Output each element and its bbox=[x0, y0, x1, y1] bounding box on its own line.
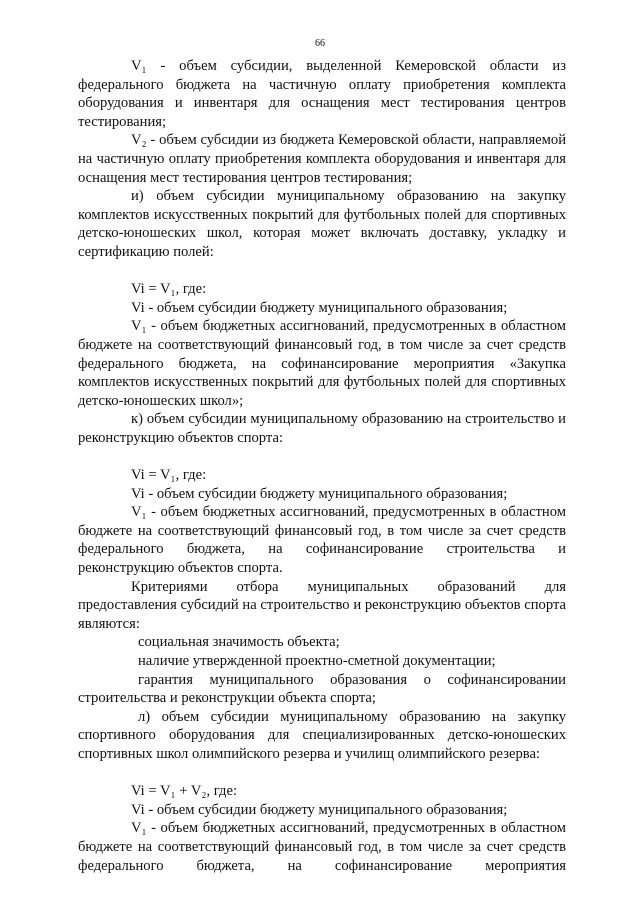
paragraph-item-l: л) объем субсидии муниципальному образованию на закупку спортивного оборудования для специализированных детско-юношеских спортивных школ олимпийского резерва и училищ олимпийского резерва: bbox=[78, 708, 566, 762]
formula-line: Vi = V₁, где: bbox=[131, 467, 207, 484]
spacer bbox=[78, 764, 566, 783]
criteria-item: гарантия муниципального образования о софинансировании строительства и реконструкции объекта спорта; bbox=[78, 671, 566, 707]
formula-line: Vi = V₁ + V₂, где: bbox=[131, 783, 238, 800]
paragraph-item-i: и) объем субсидии муниципальному образованию на закупку комплектов искусственных покрытий для футбольных полей для спортивных детско-юношеских школ, которая может включать доставку, укладку и сертификацию полей: bbox=[78, 188, 566, 260]
formula-line: Vi = V₁, где: bbox=[131, 281, 207, 298]
paragraph-v1-definition: V₁ - объем бюджетных ассигнований, предусмотренных в областном бюджете на соответствующий финансовый год, в том числе за счет средств федерального бюджета, на софинансирование строительства и реконструкцию объектов спорта. bbox=[78, 504, 566, 577]
spacer bbox=[78, 447, 566, 466]
paragraph-v1-definition: V₁ - объем бюджетных ассигнований, предусмотренных в областном бюджете на соответствующий финансовый год, в том числе за счет средств федерального бюджета, на софинансирование мероприятия bbox=[78, 820, 566, 874]
page-number: 66 bbox=[315, 38, 325, 49]
paragraph-item-k: к) объем субсидии муниципальному образованию на строительство и реконструкцию объектов спорта: bbox=[78, 411, 566, 446]
paragraph-v1-definition: V₁ - объем субсидии, выделенной Кемеровской области из федерального бюджета на частичную оплату приобретения комплекта оборудования и инвентаря для оснащения мест тестирования центров тестирования; bbox=[78, 58, 566, 130]
paragraph-criteria: Критериями отбора муниципальных образований для предоставления субсидий на строительство и реконструкцию объектов спорта являются: bbox=[78, 578, 566, 632]
paragraph-v2-definition: V₂ - объем субсидии из бюджета Кемеровской области, направляемой на частичную оплату приобретения комплекта оборудования и инвентаря для оснащения мест тестирования центров тестирования; bbox=[78, 132, 566, 186]
paragraph-vi-definition: Vi - объем субсидии бюджету муниципального образования; bbox=[131, 299, 508, 316]
paragraph-vi-definition: Vi - объем субсидии бюджету муниципального образования; bbox=[131, 485, 508, 502]
spacer bbox=[78, 262, 566, 281]
criteria-item: социальная значимость объекта; bbox=[138, 634, 340, 651]
criteria-item: наличие утвержденной проектно-сметной документации; bbox=[138, 653, 496, 669]
document-body bbox=[78, 57, 566, 875]
paragraph-v1-definition: V₁ - объем бюджетных ассигнований, предусмотренных в областном бюджете на соответствующий финансовый год, в том числе за счет средств федерального бюджета, на софинансирование мероприятия «Закупка комплектов искусственных покрытий для футбольных полей для спортивных детско-юношеских школ»; bbox=[78, 318, 566, 409]
paragraph-vi-definition: Vi - объем субсидии бюджету муниципального образования; bbox=[131, 801, 508, 818]
